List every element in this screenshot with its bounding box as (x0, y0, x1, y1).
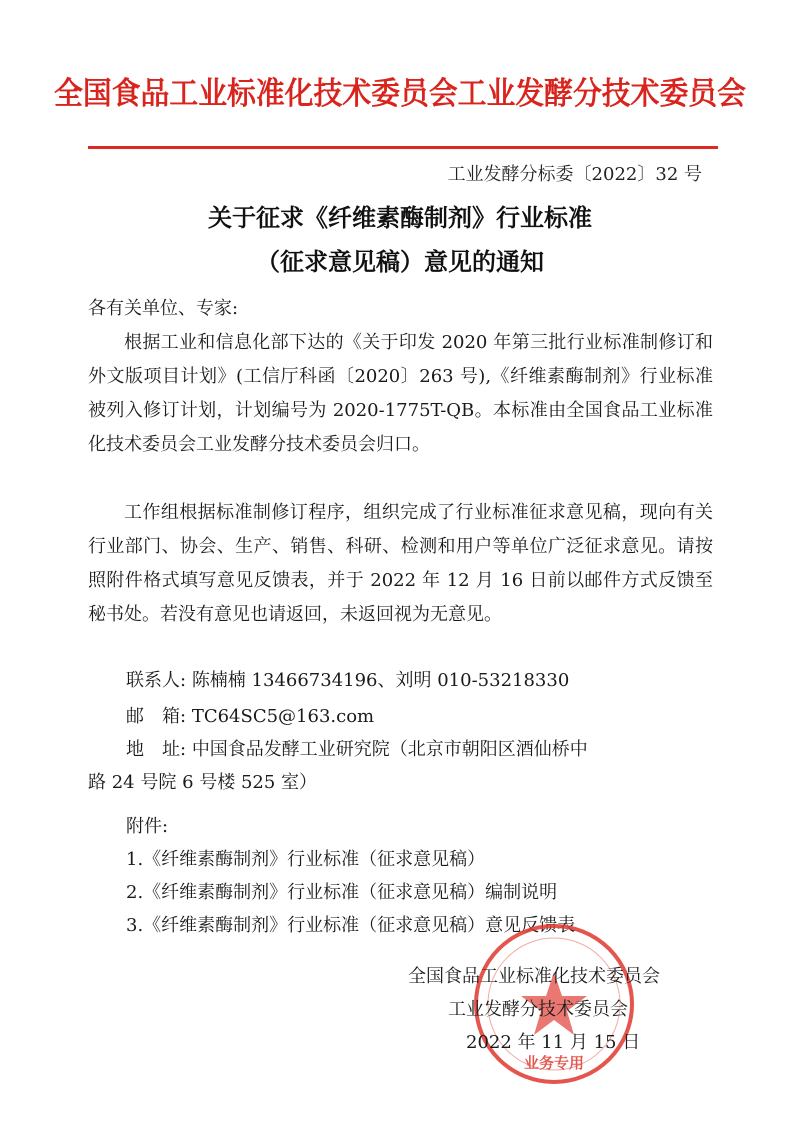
attachment-item: 1.《纤维素酶制剂》行业标准（征求意见稿） (126, 849, 486, 870)
contact-email-value: TC64SC5@163.com (191, 706, 375, 727)
signature-date: 2022 年 11 月 15 日 (466, 1032, 641, 1053)
contact-person-label: 联系人: (126, 670, 187, 691)
body-paragraph-1: 根据工业和信息化部下达的《关于印发 2020 年第三批行业标准制修订和外文版项目计划》(工信厅科函〔2020〕263 号),《纤维素酶制剂》行业标准被列入修订计划，计划编号为 2020-1775T-QB。本标准由全国食品工业标准化技术委员会工业发酵分技术委员会归口。 (88, 332, 713, 455)
contact-person-value: 陈楠楠 13466734196、刘明 010-53218330 (191, 670, 570, 691)
attachments-heading: 附件: (126, 816, 169, 837)
document-number: 工业发酵分标委〔2022〕32 号 (447, 164, 702, 185)
seal-text: 业务专用 (523, 1054, 585, 1072)
contact-address-value: 中国食品发酵工业研究院（北京市朝阳区酒仙桥中 (191, 739, 588, 760)
header-red-rule (88, 146, 718, 149)
attachment-item: 2.《纤维素酶制剂》行业标准（征求意见稿）编制说明 (126, 882, 558, 903)
contact-email-label: 邮 箱: (126, 706, 187, 727)
contact-address (126, 735, 588, 761)
notice-title-line-2: （征求意见稿）意见的通知 (256, 247, 544, 276)
contact-address-label: 地 址: (126, 739, 187, 760)
contact-person (126, 666, 569, 692)
organization-title: 全国食品工业标准化技术委员会工业发酵分技术委员会 (54, 76, 746, 112)
contact-email (126, 702, 374, 728)
signature-org-line-2: 工业发酵分技术委员会 (448, 999, 628, 1020)
attachment-item: 3.《纤维素酶制剂》行业标准（征求意见稿）意见反馈表 (126, 915, 576, 936)
body-paragraph-2: 工作组根据标准制修订程序，组织完成了行业标准征求意见稿，现向有关行业部门、协会、生产、销售、科研、检测和用户等单位广泛征求意见。请按照附件格式填写意见反馈表，并于 2022 年 12 月 16 日前以邮件方式反馈至秘书处。若没有意见也请返回，未返回视为无意见。 (88, 502, 713, 625)
contact-address-continued: 路 24 号院 6 号楼 525 室） (88, 772, 318, 793)
salutation: 各有关单位、专家: (88, 298, 239, 319)
notice-title-line-1: 关于征求《纤维素酶制剂》行业标准 (208, 203, 592, 232)
signature-org-line-1: 全国食品工业标准化技术委员会 (408, 966, 660, 987)
